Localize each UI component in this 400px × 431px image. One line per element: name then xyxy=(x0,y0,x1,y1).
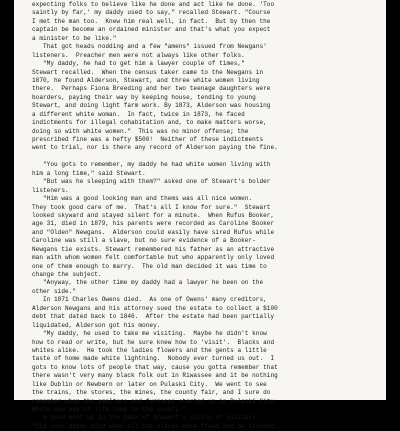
document-body xyxy=(32,1,372,431)
text-line: one of them enough to marry. The old man decided it was time to xyxy=(32,262,267,270)
text-line: change the subject. xyxy=(32,271,102,278)
text-line: liquidated, Alderson got his money. xyxy=(32,321,161,329)
text-line: In 1871 Charles Owens died. As one of Owens' many creditors, xyxy=(32,296,267,304)
text-line: how to read or write, but he sure knew how to 'visit'. Blacks and xyxy=(32,338,275,346)
text-line: whites alike. He took the ladies flowers and the gents a little xyxy=(32,346,267,354)
text-line: a different white woman. In fact, twice in 1873, he faced xyxy=(32,110,245,118)
text-line: other side." xyxy=(32,287,77,295)
text-line: That got heads nodding and a few "amens" issued from Newgans' xyxy=(32,43,267,51)
text-line: "But was he sleeping with them?" asked one of Stewart's bolder xyxy=(32,178,271,186)
text-line: Stewart recalled. When the census taker came to the Newgans in xyxy=(32,68,264,76)
text-line: expecting folks to believe like he done and act like he done. 'Too xyxy=(32,1,275,8)
text-line: 1870, he found Alderson, Stewart, and three white women living xyxy=(32,76,260,84)
text-line: listeners. Preacher men were not always like other folks. xyxy=(32,51,245,59)
text-line: and "Olden" Newgans. Alderson could easily have sired Rufus while xyxy=(32,228,275,236)
text-line: prescribed fine was a hefty $500! Neither of these indictments xyxy=(32,136,264,143)
text-line: Stewart, and doing light farm work. By 1873, Alderson was housing xyxy=(32,102,271,110)
text-line: the trains, the stores, the mines, the county fair, and I sure do xyxy=(32,389,271,397)
text-line: went to trial, nor is there any record of Alderson paying the fine. xyxy=(32,144,278,152)
text-line: Newgans tie exists. Stewart remembered his father as an attractive xyxy=(32,245,275,253)
text-line: saintly by far,' my daddy used to say," recalled Stewart. "Course xyxy=(32,9,271,17)
text-line: there wasn't very many black folk out in Riwassee and it be nothing xyxy=(32,372,278,380)
text-line: "Did your daddy mind when all the slaves were freed and he stopped xyxy=(32,422,275,430)
text-line: "You gots to remember, my daddy he had white women living with xyxy=(32,161,271,169)
text-line: boarders, paying their way by keeping house, tending to young xyxy=(32,93,256,101)
text-line: Alderson Newgans and his attorney sued the estate to collect a $100 xyxy=(32,304,278,312)
text-line: "My daddy, he had to get him a lawyer couple of times," xyxy=(32,60,245,68)
text-line: taste of home made white lightning. Nobody ever turned us out. I xyxy=(32,355,275,363)
text-line: Caroline was still a slave, but no sure evidence of a Booker- xyxy=(32,237,256,245)
text-line: "My daddy, he used to take me visiting. Maybe he didn't know xyxy=(32,330,267,338)
text-line: gots to know lots of people that way, cause you gotta remember that xyxy=(32,363,278,371)
text-line: like Dublin or Newbern or later on Pulaski City. We went to see xyxy=(32,380,267,388)
text-line xyxy=(32,153,372,161)
text-line: "Anyway, the other time my daddy had a lawyer he been on the xyxy=(32,279,264,287)
text-line: there. Perhaps Fiona Breeding and her two teenage daughters were xyxy=(32,85,271,93)
text-line: doing so with white women." This was no minor offense; the xyxy=(32,127,249,135)
text-line: a minister to be like." xyxy=(32,34,117,42)
text-line: him a long time," said Stewart. xyxy=(32,169,146,177)
text-line: "Him was a good looking man and thems was all nice women. xyxy=(32,195,253,203)
text-line: debt that dated back to 1846. After the estate had been partially xyxy=(32,313,275,321)
text-line: remember when the smelters and furnaces started up in Pulaski City. xyxy=(32,397,278,405)
text-line: age 31, died in 1879, his parents were recorded as Caroline Booker xyxy=(32,220,275,228)
text-line: man with whom women felt comfortable but who apparently only loved xyxy=(32,254,275,262)
text-line: Whole new way of life come to the county." xyxy=(32,406,187,413)
text-line: They took good care of me. That's all I know for sure." Stewart xyxy=(32,203,271,211)
text-line: indictments for illegal cohabitation and, to make matters worse, xyxy=(32,119,267,127)
document-page xyxy=(14,0,386,430)
text-line: captain be become an ordained minister and that's what you expect xyxy=(32,26,271,34)
text-line: listeners. xyxy=(32,186,69,194)
text-line: I met the man too. Knew him real well, in fact. But by then the xyxy=(32,17,271,25)
text-line: A hand went up in the back of Stewart's circle of visitors. xyxy=(32,414,260,422)
text-line: looked skyward and stayed silent for a minute. When Rufus Booker, xyxy=(32,211,275,219)
